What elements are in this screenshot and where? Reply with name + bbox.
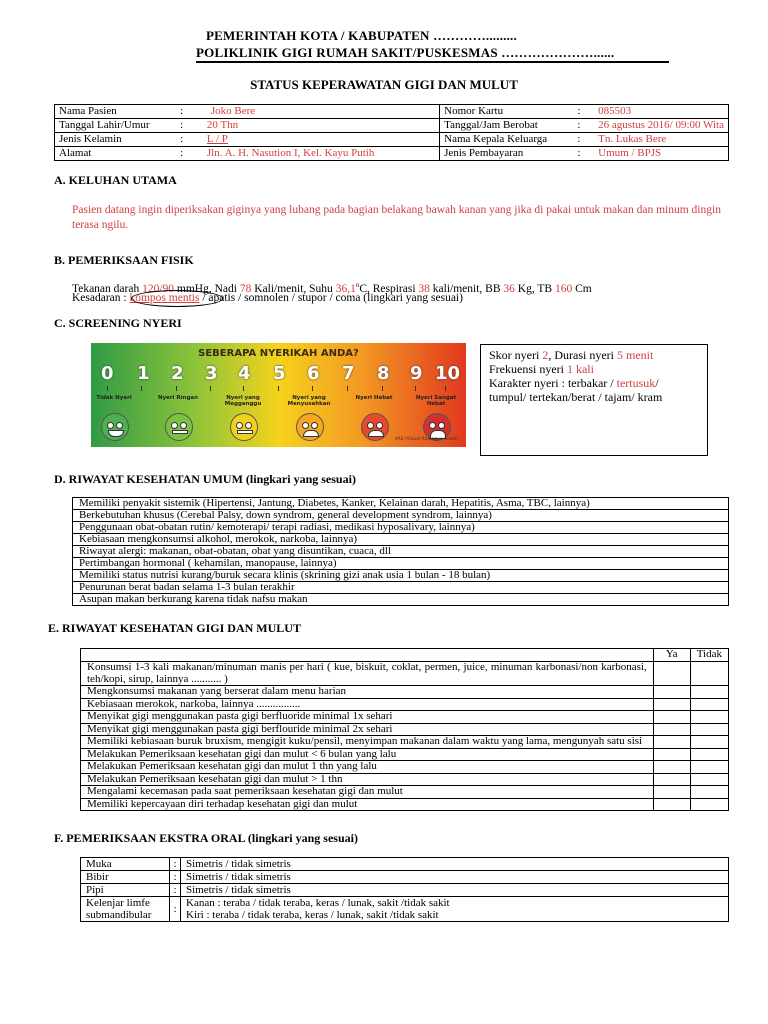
pain-number: 4: [238, 363, 251, 384]
checkbox-no[interactable]: [690, 761, 728, 774]
patient-age: 20 Thn: [197, 119, 440, 133]
table-cell: Mengkonsumsi makanan yang berserat dalam menu harian: [81, 686, 654, 699]
colon: :: [180, 147, 184, 159]
selection-circle: [131, 290, 223, 307]
tick: [107, 386, 108, 391]
row-label: Bibir: [81, 871, 170, 884]
pain-frequency: 1 kali: [566, 362, 594, 376]
chief-complaint-text: Pasien datang ingin diperiksakan giginya yang lubang pada bagian belakang bawah kanan yang jika di pakai untuk makan dan minum dingin terasa ngilu.: [72, 204, 721, 231]
patient-name: Joko Bere: [197, 105, 440, 119]
pain-scale-title: SEBERAPA NYERIKAH ANDA?: [198, 348, 359, 359]
table-cell: Melakukan Pemeriksaan kesehatan gigi dan mulut > 1 thn: [81, 773, 654, 786]
patient-row: [55, 133, 729, 147]
no-pain-face-icon: [101, 413, 129, 441]
colon: :: [170, 884, 181, 897]
table-cell: Riwayat alergi: makanan, obat-obatan, obat yang disuntikan, cuaca, dll: [73, 546, 729, 558]
table-cell: Pertimbangan hormonal ( kehamilan, manopause, lainnya): [73, 558, 729, 570]
colon: :: [170, 858, 181, 871]
table-row: [81, 871, 729, 884]
table-row: [81, 662, 729, 686]
table-row: [81, 897, 729, 922]
table-row: [81, 786, 729, 799]
table-row: [81, 858, 729, 871]
column-header-no: Tidak: [690, 649, 728, 662]
body-weight: 36: [503, 282, 515, 295]
table-cell: Memiliki penyakit sistemik (Hipertensi, Jantung, Diabetes, Kanker, Kelainan darah, Hepatitis, Asma, TBC, lainnya): [73, 498, 729, 510]
colon: :: [577, 105, 581, 117]
checkbox-yes[interactable]: [653, 698, 690, 711]
table-cell: Mengalami kecemasan pada saat pemeriksaan kesehatan gigi dan mulut: [81, 786, 654, 799]
text: Tekanan darah: [72, 282, 143, 295]
tick: [347, 386, 348, 391]
table-row: [73, 498, 729, 510]
colon: :: [170, 871, 181, 884]
general-health-history-table: [72, 497, 729, 606]
patient-gender: L / P: [197, 133, 440, 147]
field-label: Tanggal Lahir/Umur: [59, 119, 150, 131]
table-row: [81, 761, 729, 774]
body-height: 160: [554, 282, 573, 295]
table-row: [81, 773, 729, 786]
pain-label: Tidak Nyeri: [96, 395, 132, 401]
pain-label: Nyeri Sangat Hebat: [415, 395, 457, 407]
section-d-title: D. RIWAYAT KESEHATAN UMUM (lingkari yang sesuai): [54, 472, 356, 486]
text: , Durasi nyeri: [548, 348, 617, 362]
pain-number: 1: [137, 363, 150, 384]
header-clinic: POLIKLINIK GIGI RUMAH SAKIT/PUSKESMAS …………………......: [196, 45, 615, 60]
patient-row: [55, 105, 729, 119]
table-cell: Melakukan Pemeriksaan kesehatan gigi dan mulut < 6 bulan yang lalu: [81, 748, 654, 761]
text: Frekuensi nyeri: [489, 362, 567, 376]
pain-frequency-line: [481, 362, 707, 376]
text: kali/menit, BB: [429, 282, 504, 295]
field-label: Alamat: [59, 147, 92, 159]
column-header-yes: Ya: [653, 649, 690, 662]
checkbox-no[interactable]: [690, 698, 728, 711]
tick: [278, 386, 279, 391]
table-cell: Menyikat gigi menggunakan pasta gigi berflouride minimal 2x sehari: [81, 723, 654, 736]
table-row: [81, 748, 729, 761]
tick: [176, 386, 177, 391]
exam-options[interactable]: [181, 897, 729, 922]
colon: :: [170, 897, 181, 922]
text: Cm: [572, 282, 592, 295]
row-label: [81, 897, 170, 922]
table-cell: Memiliki kebiasaan buruk bruxism, mengigit kuku/pensil, menyimpan makanan dalam waktu yang lama, mengunyah satu sisi: [81, 736, 654, 749]
checkbox-no[interactable]: [690, 798, 728, 811]
pain-label: Nyeri Ringan: [157, 395, 199, 401]
table-cell: Memiliki status nutrisi kurang/buruk secara klinis (skrining gizi anak usia 1 bulan - 18 bulan): [73, 570, 729, 582]
row-label: Pipi: [81, 884, 170, 897]
pain-scale-numbers: [97, 363, 462, 387]
patient-info-table: [54, 104, 729, 161]
colon: :: [577, 119, 581, 131]
consciousness-selected: kompos mentis: [129, 292, 200, 304]
checkbox-yes[interactable]: [653, 748, 690, 761]
exam-options[interactable]: Simetris / tidak simetris: [181, 884, 729, 897]
table-cell: Melakukan Pemeriksaan kesehatan gigi dan mulut 1 thn yang lalu: [81, 761, 654, 774]
table-row: [81, 884, 729, 897]
field-label: Tanggal/Jam Berobat: [444, 119, 538, 131]
checkbox-no[interactable]: [690, 711, 728, 724]
table-row: [81, 686, 729, 699]
pain-number: 8: [377, 363, 390, 384]
table-row: [81, 798, 729, 811]
field-label: Nomor Kartu: [444, 105, 504, 117]
field-label: Jenis Kelamin: [59, 133, 122, 145]
table-cell: Memiliki kepercayaan diri terhadap kesehatan gigi dan mulut: [81, 798, 654, 811]
table-cell: Kebiasaan mengkonsumsi alkohol, merokok, narkoba, lainnya): [73, 534, 729, 546]
colon: :: [577, 133, 581, 145]
pain-character: tertusuk: [616, 376, 656, 390]
pain-character-line: [481, 376, 707, 390]
tick: [312, 386, 313, 391]
pulse: 78: [239, 282, 252, 295]
exam-options[interactable]: Simetris / tidak simetris: [181, 858, 729, 871]
pain-number: 3: [205, 363, 218, 384]
checkbox-yes[interactable]: [653, 711, 690, 724]
table-row: [73, 558, 729, 570]
colon: :: [180, 133, 184, 145]
pain-label: Nyeri yang Menyusahkan: [287, 395, 331, 407]
text: Karakter nyeri : terbakar /: [489, 376, 617, 390]
text: Kali/menit, Suhu: [251, 282, 336, 295]
label-line: Kelenjar limfe: [86, 897, 150, 909]
checkbox-yes[interactable]: [653, 736, 690, 749]
checkbox-yes[interactable]: [653, 723, 690, 736]
text: /: [655, 376, 659, 390]
table-cell: Kebiasaan merokok, narkoba, lainnya ................: [81, 698, 654, 711]
header-government: PEMERINTAH KOTA / KABUPATEN ………….........: [206, 28, 517, 43]
pain-label: Nyeri Hebat: [355, 395, 393, 401]
tick: [243, 386, 244, 391]
colon: :: [180, 119, 184, 131]
tick: [141, 386, 142, 391]
checkbox-no[interactable]: [690, 786, 728, 799]
payment-type: Umum / BPJS: [598, 147, 662, 159]
blood-pressure: 120/90: [142, 282, 175, 295]
page-title: STATUS KEPERAWATAN GIGI DAN MULUT: [250, 77, 518, 92]
table-row: [73, 570, 729, 582]
card-number: 085503: [598, 105, 632, 117]
patient-row: [55, 147, 729, 161]
header-divider: [196, 61, 669, 63]
mild-pain-face-icon: [165, 413, 193, 441]
checkbox-no[interactable]: [690, 723, 728, 736]
table-header-row: [81, 649, 729, 662]
table-cell: Penggunaan obat-obatan rutin/ kemoterapi/ terapi radiasi, medikasi hyposalivary, lainnya): [73, 522, 729, 534]
checkbox-no[interactable]: [690, 773, 728, 786]
checkbox-no[interactable]: [690, 662, 728, 686]
colon: :: [577, 147, 581, 159]
visit-datetime: 26 agustus 2016/ 09:00 Wita: [598, 119, 724, 131]
checkbox-yes[interactable]: [653, 761, 690, 774]
text: Kg, TB: [514, 282, 555, 295]
checkbox-yes[interactable]: [653, 786, 690, 799]
field-label: Jenis Pembayaran: [444, 147, 524, 159]
table-row: [73, 534, 729, 546]
table-cell: Menyikat gigi menggunakan pasta gigi berfluoride minimal 1x sehari: [81, 711, 654, 724]
extra-oral-exam-table: [80, 857, 729, 922]
checkbox-no[interactable]: [690, 686, 728, 699]
text: C, Respirasi: [359, 282, 419, 295]
head-of-family: Tn. Lukas Bere: [598, 133, 667, 145]
text: Kesadaran :: [72, 292, 130, 304]
text: / apatis / somnolen / stupor / coma (lingkari yang sesuai): [199, 292, 463, 304]
tick: [445, 386, 446, 391]
pain-number: 5: [273, 363, 286, 384]
respiration: 38: [418, 282, 430, 295]
degree-mark: o: [355, 281, 360, 289]
table-row: [81, 698, 729, 711]
checkbox-no[interactable]: [690, 748, 728, 761]
section-e-title: E. RIWAYAT KESEHATAN GIGI DAN MULUT: [48, 621, 301, 635]
table-row: [73, 510, 729, 522]
right-side-options[interactable]: Kanan : teraba / tidak teraba, keras / lunak, sakit /tidak sakit: [186, 897, 450, 909]
patient-address: Jln. A. H. Nasution I, Kel. Kayu Putih: [197, 147, 440, 161]
pain-number: 9: [410, 363, 423, 384]
field-label: Nama Pasien: [59, 105, 117, 117]
pain-character-line-2: tumpul/ tertekan/berat / tajam/ kram: [489, 390, 663, 404]
table-row: [73, 546, 729, 558]
checkbox-yes[interactable]: [653, 773, 690, 786]
row-label: Muka: [81, 858, 170, 871]
tick: [210, 386, 211, 391]
table-cell: Berkebutuhan khusus (Cerebal Palsy, down syndrom, general development syndrom, lainnya): [73, 510, 729, 522]
oral-health-history-table: [80, 648, 729, 811]
table-row: [73, 522, 729, 534]
checkbox-yes[interactable]: [653, 798, 690, 811]
pain-number: 7: [342, 363, 355, 384]
pain-number: 6: [307, 363, 320, 384]
table-cell: Penurunan berat badan selama 1-3 bulan terakhir: [73, 582, 729, 594]
table-cell: Asupan makan berkurang karena tidak nafsu makan: [73, 594, 729, 606]
table-row: [81, 711, 729, 724]
pain-duration: 5 menit: [616, 348, 654, 362]
checkbox-yes[interactable]: [653, 686, 690, 699]
table-row: [73, 594, 729, 606]
table-cell: [81, 649, 654, 662]
checkbox-yes[interactable]: [653, 662, 690, 686]
pain-number: 0: [101, 363, 114, 384]
table-cell: Konsumsi 1-3 kali makanan/minuman manis per hari ( kue, biskuit, coklat, permen, juice, minuman karbonasi/non karbonasi, teh/kopi, sirup, lainnya ........... ): [81, 662, 654, 686]
table-row: [81, 736, 729, 749]
exam-options[interactable]: Simetris / tidak simetris: [181, 871, 729, 884]
pain-score: 2: [542, 348, 549, 362]
severe-pain-face-icon: [361, 413, 389, 441]
temperature: 36,1: [335, 282, 356, 295]
section-f-title: F. PEMERIKSAAN EKSTRA ORAL (lingkari yang sesuai): [54, 831, 358, 845]
pain-score-box: [480, 344, 708, 456]
tick: [415, 386, 416, 391]
pain-number: 10: [435, 363, 461, 384]
left-side-options[interactable]: Kiri : teraba / tidak teraba, keras / lunak, sakit /tidak sakit: [186, 909, 439, 921]
pain-score-line: [481, 348, 707, 362]
checkbox-no[interactable]: [690, 736, 728, 749]
pain-number: 2: [171, 363, 184, 384]
field-label: Nama Kepala Keluarga: [444, 133, 548, 145]
section-a-title: A. KELUHAN UTAMA: [54, 173, 177, 187]
table-row: [73, 582, 729, 594]
moderate-pain-face-icon: [230, 413, 258, 441]
vas-caption: VAS (Visual Analogue Scale): [394, 437, 458, 442]
section-c-title: C. SCREENING NYERI: [54, 316, 182, 330]
label-line: submandibular: [86, 909, 152, 921]
tick: [382, 386, 383, 391]
section-b-title: B. PEMERIKSAAN FISIK: [54, 253, 194, 267]
patient-row: [55, 119, 729, 133]
pain-label: Nyeri yang Megganggu: [224, 395, 262, 407]
pain-scale-chart: [91, 343, 466, 447]
colon: :: [180, 105, 184, 117]
text: Skor nyeri: [489, 348, 543, 362]
table-row: [81, 723, 729, 736]
distressing-pain-face-icon: [296, 413, 324, 441]
text: mmHg, Nadi: [174, 282, 240, 295]
